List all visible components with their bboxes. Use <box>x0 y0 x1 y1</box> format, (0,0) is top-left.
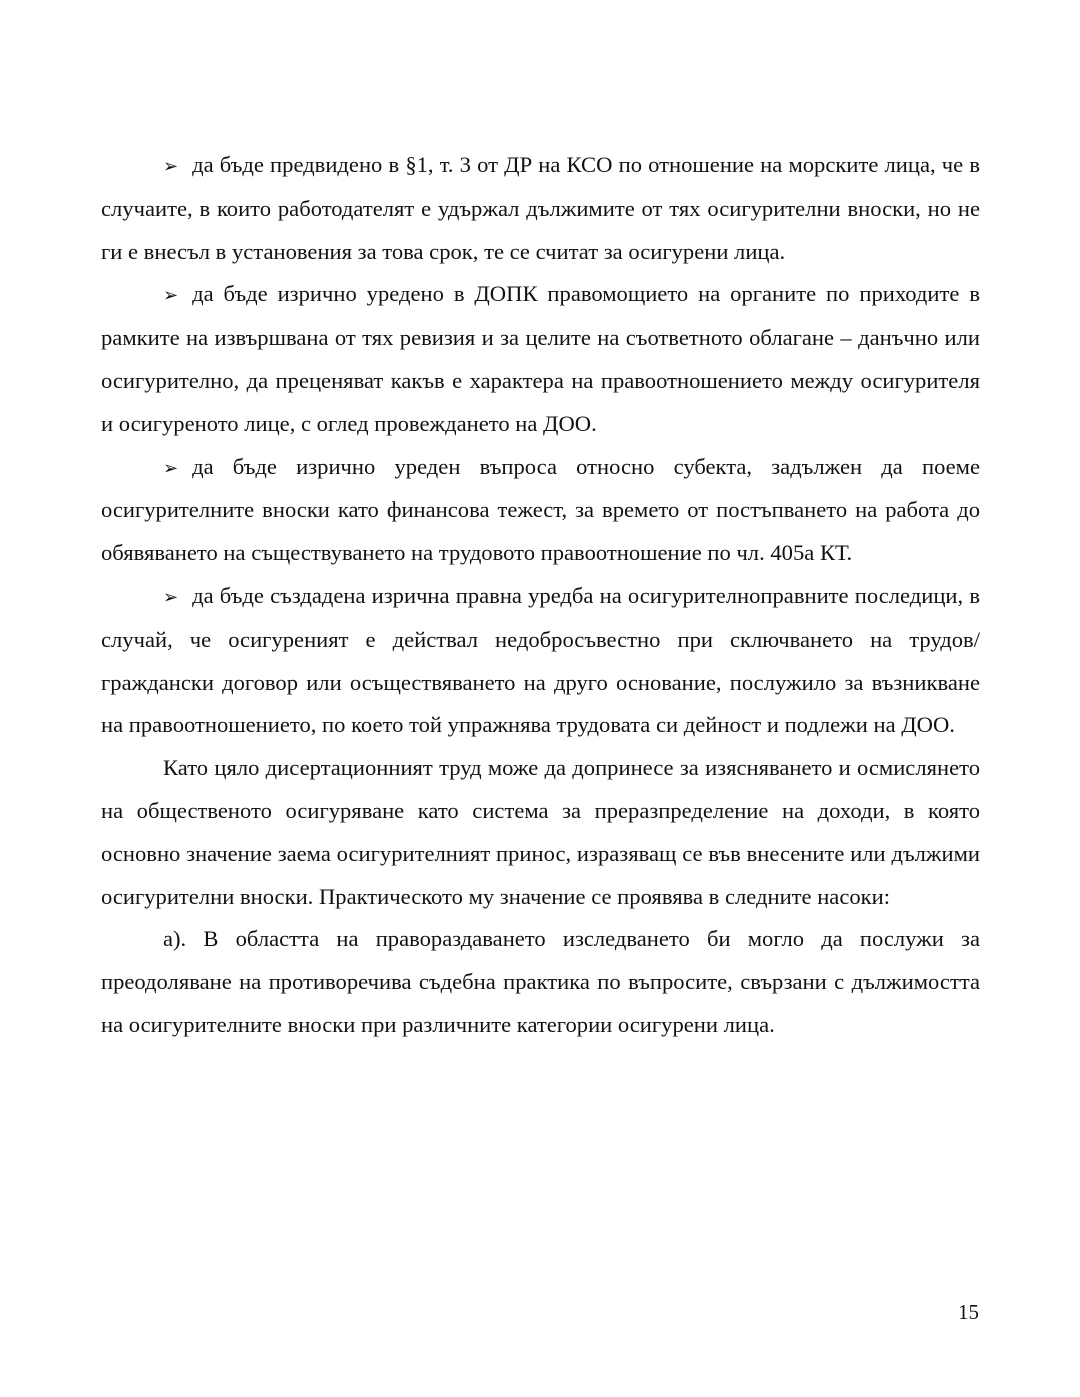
bullet-text-4: да бъде създадена изрична правна уредба на осигурителноправните последици, в случай, че осигуреният е действал недобросъвестно при сключването на трудов/граждански договор или осъществяването на друго основание, послужило за възникване на правоотношението, по което той упражнява трудовата си дейност и подлежи на ДОО. <box>101 582 980 738</box>
bullet-text-1: да бъде предвидено в §1, т. 3 от ДР на КСО по отношение на морските лица, че в случаите, в които работодателят е удържал дължимите от тях осигурителни вноски, но не ги е внесъл в установения за това срок, те се считат за осигурени лица. <box>101 152 980 264</box>
bullet-paragraph-4 <box>101 575 980 747</box>
arrow-bullet-icon: ➢ <box>163 457 179 478</box>
summary-paragraph: Като цяло дисертационният труд може да допринесе за изясняването и осмислянето на общественото осигуряване като система за преразпределение на доходи, в която основно значение заема осигурителният принос, изразяващ се във внесените или дължими осигурителни вноски. Практическото му значение се проявява в следните насоки: <box>101 755 980 909</box>
practical-paragraph-a: а). В областта на правораздаването изследването би могло да послужи за преодоляване на противоречива съдебна практика по въпросите, свързани с дължимостта на осигурителните вноски при различните категории осигурени лица. <box>101 926 980 1037</box>
bullet-text-2: да бъде изрично уредено в ДОПК правомощието на органите по приходите в рамките на извършвана от тях ревизия и за целите на съответното облагане – данъчно или осигурително, да преценяват какъв е характера на правоотношението между осигурителя и осигуреното лице, с оглед провеждането на ДОО. <box>101 281 980 436</box>
bullet-paragraph-3 <box>101 446 980 575</box>
arrow-bullet-icon: ➢ <box>163 156 179 176</box>
bullet-paragraph-1 <box>101 144 980 273</box>
bullet-paragraph-2 <box>101 273 980 445</box>
page-number: 15 <box>958 1300 979 1324</box>
arrow-bullet-icon: ➢ <box>163 285 179 306</box>
page-body <box>101 144 980 1047</box>
arrow-bullet-icon: ➢ <box>163 586 179 607</box>
bullet-text-3: да бъде изрично уреден въпроса относно субекта, задължен да поеме осигурителните вноски като финансова тежест, за времето от постъпването на работа до обявяването на съществуването на трудовото правоотношение по чл. 405а КТ. <box>101 453 980 566</box>
